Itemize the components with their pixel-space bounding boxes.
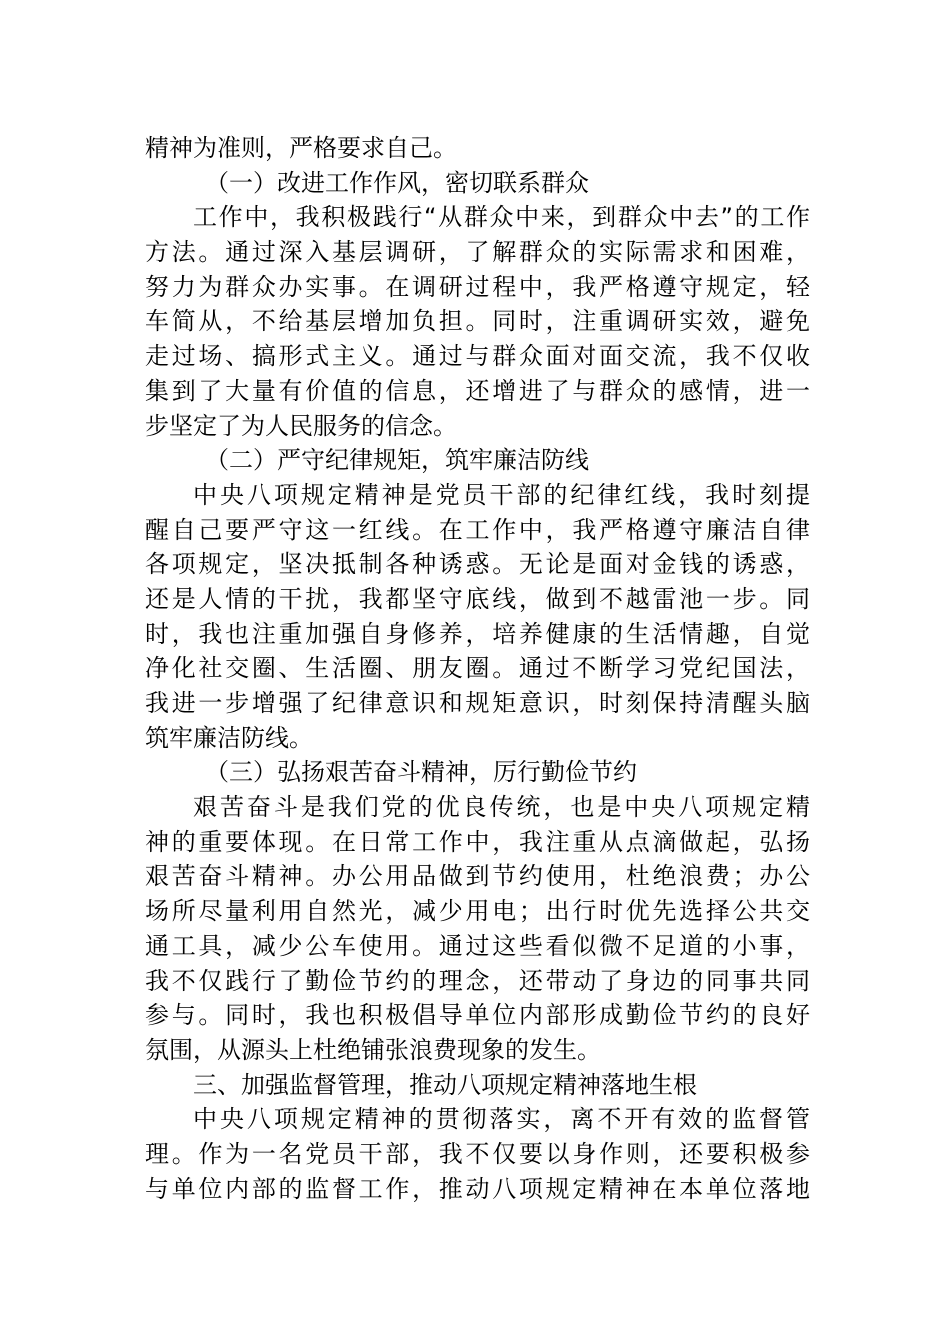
text-line: 努力为群众办实事。在调研过程中，我严格遵守规定，轻 <box>145 272 810 301</box>
text-line: 筑牢廉洁防线。 <box>145 723 313 752</box>
text-line: 时，我也注重加强自身修养，培养健康的生活情趣，自觉 <box>145 619 810 648</box>
text-line: 走过场、搞形式主义。通过与群众面对面交流，我不仅收 <box>145 342 810 371</box>
text-line: 步坚定了为人民服务的信念。 <box>145 411 457 440</box>
text-line: 理。作为一名党员干部，我不仅要以身作则，还要积极参 <box>145 1139 810 1168</box>
subheading-line: （一）改进工作作风，密切联系群众 <box>205 168 589 197</box>
text-line: 艰苦奋斗是我们党的优良传统，也是中央八项规定精 <box>193 793 810 822</box>
text-line: 精神为准则，严格要求自己。 <box>145 134 457 162</box>
text-line: 中央八项规定精神的贯彻落实，离不开有效的监督管 <box>193 1105 810 1134</box>
text-line: 工作中，我积极践行“从群众中来，到群众中去”的工作 <box>193 203 810 232</box>
text-line: 方法。通过深入基层调研，了解群众的实际需求和困难， <box>145 238 810 267</box>
text-line: 净化社交圈、生活圈、朋友圈。通过不断学习党纪国法， <box>145 654 810 683</box>
text-line: 醒自己要严守这一红线。在工作中，我严格遵守廉洁自律 <box>145 515 810 544</box>
text-line: 集到了大量有价值的信息，还增进了与群众的感情，进一 <box>145 376 810 405</box>
text-line: 我进一步增强了纪律意识和规矩意识，时刻保持清醒头脑 <box>145 689 810 717</box>
text-line: 神的重要体现。在日常工作中，我注重从点滴做起，弘扬 <box>145 827 810 856</box>
text-line: 通工具，减少公车使用。通过这些看似微不足道的小事， <box>145 931 810 960</box>
document-body <box>145 131 810 1206</box>
text-line: 与单位内部的监督工作，推动八项规定精神在本单位落地 <box>145 1174 810 1203</box>
text-line: 场所尽量利用自然光，减少用电；出行时优先选择公共交 <box>145 897 810 926</box>
text-line: 参与。同时，我也积极倡导单位内部形成勤俭节约的良好 <box>145 1001 810 1030</box>
subheading-line: （二）严守纪律规矩，筑牢廉洁防线 <box>205 446 589 475</box>
section-heading-line: 三、加强监督管理，推动八项规定精神落地生根 <box>193 1070 697 1099</box>
subheading-line: （三）弘扬艰苦奋斗精神，厉行勤俭节约 <box>205 758 637 787</box>
text-line: 各项规定，坚决抵制各种诱惑。无论是面对金钱的诱惑， <box>145 550 810 579</box>
text-line: 还是人情的干扰，我都坚守底线，做到不越雷池一步。同 <box>145 584 810 613</box>
text-line: 中央八项规定精神是党员干部的纪律红线，我时刻提 <box>193 480 810 509</box>
text-line: 氛围，从源头上杜绝铺张浪费现象的发生。 <box>145 1035 601 1064</box>
text-line: 车简从，不给基层增加负担。同时，注重调研实效，避免 <box>145 307 810 336</box>
text-line: 艰苦奋斗精神。办公用品做到节约使用，杜绝浪费；办公 <box>145 862 810 891</box>
text-line: 我不仅践行了勤俭节约的理念，还带动了身边的同事共同 <box>145 966 810 995</box>
